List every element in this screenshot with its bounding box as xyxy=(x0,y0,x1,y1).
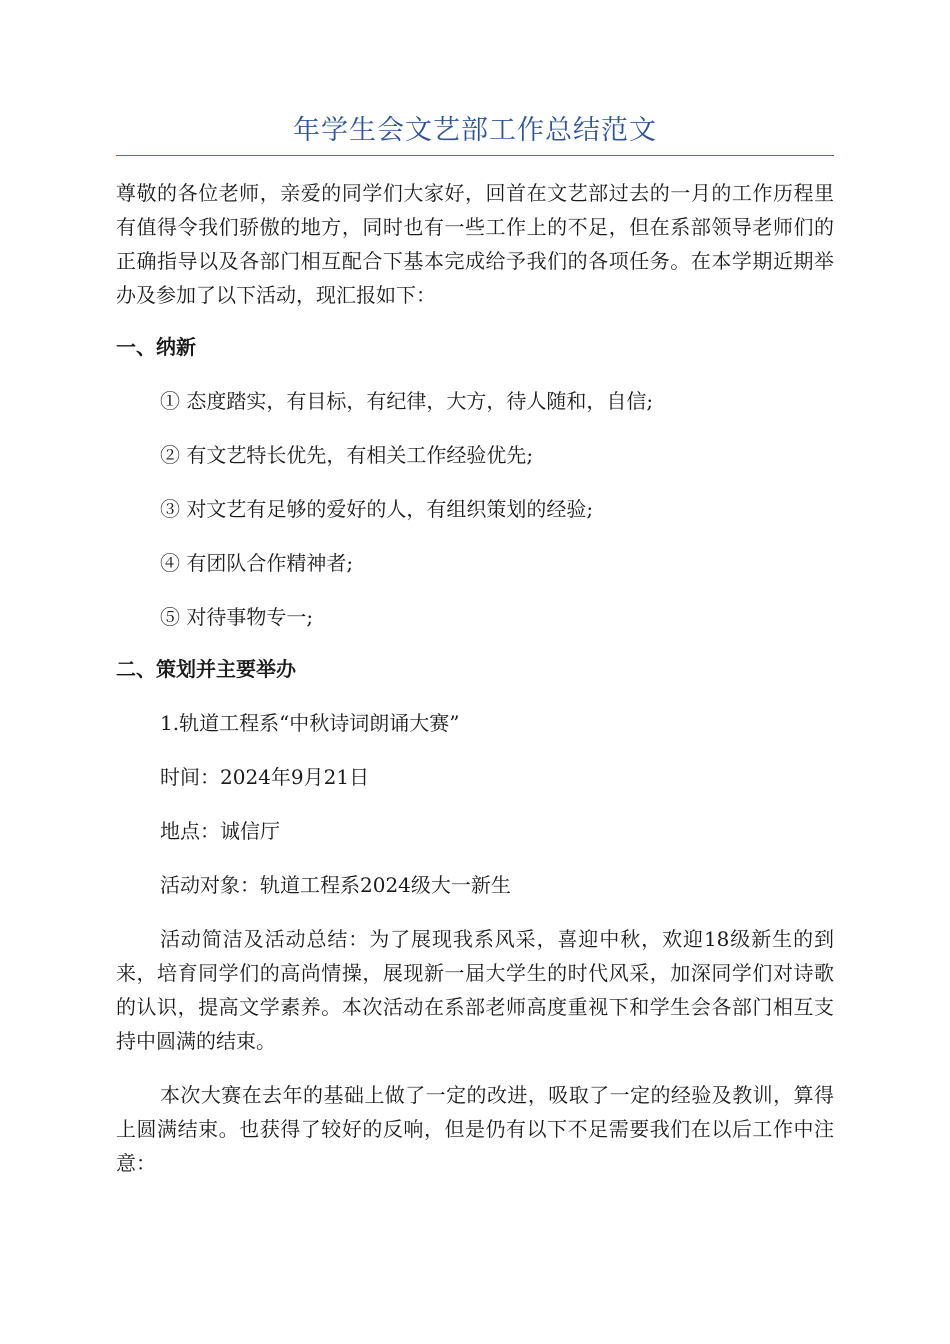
list-item: ① 态度踏实，有目标，有纪律，大方，待人随和，自信; xyxy=(160,389,654,413)
event-audience: 活动对象：轨道工程系2024级大一新生 xyxy=(160,873,511,897)
event-place: 地点：诚信厅 xyxy=(160,819,280,843)
list-item: ③ 对文艺有足够的爱好的人，有组织策划的经验; xyxy=(160,497,594,521)
event-summary-paragraph: 活动简洁及活动总结：为了展现我系风采，喜迎中秋，欢迎18级新生的到来，培育同学们的高尚情操，展现新一届大学生的时代风采，加深同学们对诗歌的认识，提高文学素养。本次活动在系部老师高度重视下和学生会各部门相互支持中圆满的结束。 xyxy=(116,927,834,1053)
section-heading-planning: 二、策划并主要举办 xyxy=(116,657,296,681)
document-page xyxy=(116,108,834,1180)
event-time: 时间：2024年9月21日 xyxy=(160,765,370,789)
section-heading-recruitment: 一、纳新 xyxy=(116,335,196,359)
list-item: ⑤ 对待事物专一; xyxy=(160,605,314,629)
document-title: 年学生会文艺部工作总结范文 xyxy=(116,108,834,156)
event-reflection-paragraph: 本次大赛在去年的基础上做了一定的改进，吸取了一定的经验及教训，算得上圆满结束。也获得了较好的反响，但是仍有以下不足需要我们在以后工作中注意： xyxy=(116,1083,834,1175)
event-title: 1.轨道工程系“中秋诗词朗诵大赛” xyxy=(160,711,460,735)
intro-paragraph: 尊敬的各位老师，亲爱的同学们大家好，回首在文艺部过去的一月的工作历程里有值得令我们骄傲的地方，同时也有一些工作上的不足，但在系部领导老师们的正确指导以及各部门相互配合下基本完成给予我们的各项任务。在本学期近期举办及参加了以下活动，现汇报如下： xyxy=(116,181,834,307)
list-item: ② 有文艺特长优先，有相关工作经验优先; xyxy=(160,443,534,467)
list-item: ④ 有团队合作精神者; xyxy=(160,551,354,575)
